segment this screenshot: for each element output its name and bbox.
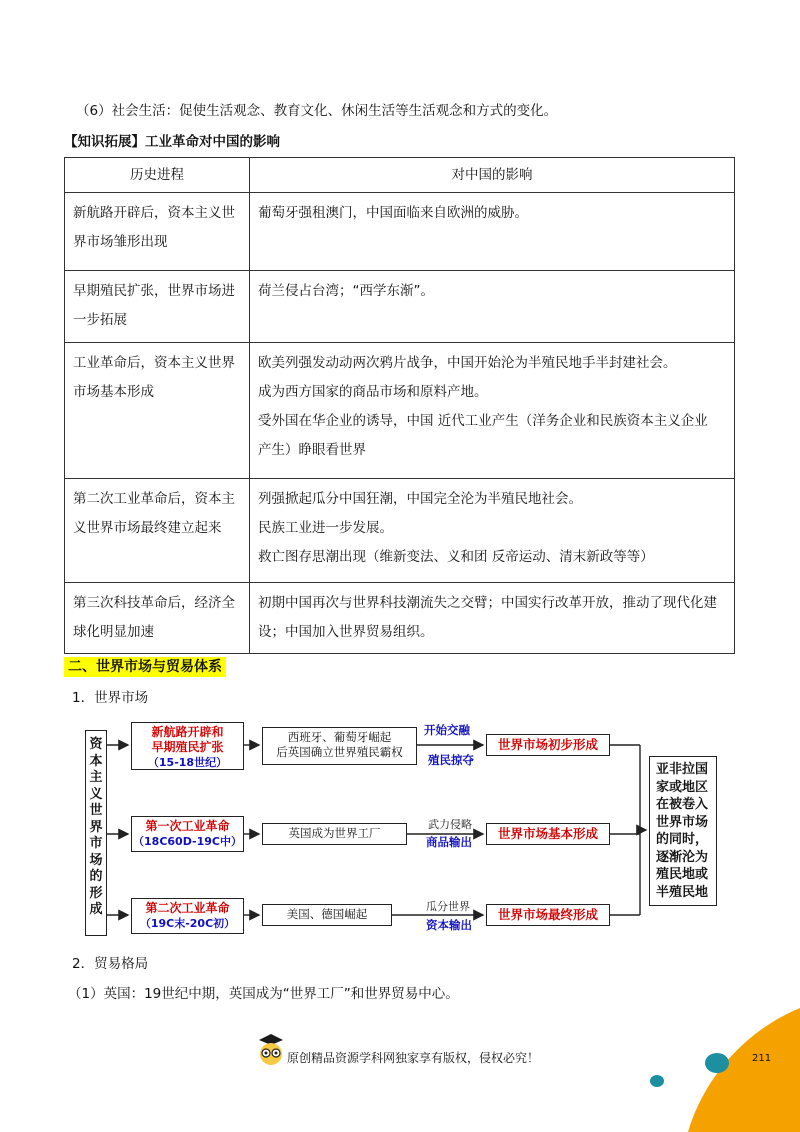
process-cell: [65, 343, 250, 479]
impact-text: 受外国在华企业的诱导，中国 近代工业产生（洋务企业和民族资本主义企业: [258, 413, 708, 429]
impact-text: 成为西方国家的商品市场和原料产地。: [258, 384, 488, 400]
trade-line: （1）英国：19世纪中期，英国成为“世界工厂”和世界贸易中心。: [68, 986, 459, 1002]
table-row: [65, 271, 735, 343]
impact-cell: [250, 479, 735, 583]
trade-subtitle: 2．贸易格局: [72, 956, 149, 972]
cause-text: 早期殖民扩张: [151, 740, 224, 754]
flow-conclusion-box: [649, 756, 717, 906]
world-market-subtitle: 1．世界市场: [72, 690, 149, 706]
event-text: 英国成为世界工厂: [288, 826, 381, 840]
impact-text: 民族工业进一步发展。: [258, 520, 393, 536]
intro-line: （6）社会生活：促使生活观念、教育文化、休闲生活等生活观念和方式的变化。: [76, 103, 558, 119]
process-cell: [65, 479, 250, 583]
event-text: 美国、德国崛起: [286, 907, 368, 921]
header-impact: 对中国的影响: [250, 158, 735, 193]
impact-text: 荷兰侵占台湾；“西学东渐”。: [258, 283, 434, 299]
impact-cell: [250, 271, 735, 343]
impact-cell: [250, 193, 735, 271]
method-bottom-1: 殖民掠夺: [428, 753, 474, 767]
cause-text: 第二次工业革命: [145, 901, 230, 915]
process-text: 第二次工业革命后，资本主: [73, 491, 235, 507]
cause-text: 新航路开辟和: [151, 725, 224, 739]
event-box-britain: [262, 823, 407, 845]
result-box-initial: [486, 734, 610, 756]
method-bottom-2: 商品输出: [426, 835, 472, 849]
impact-text: 救亡图存思潮出现（维新变法、义和团 反帝运动、清末新政等等）: [258, 549, 654, 565]
impact-text: 初期中国再次与世界科技潮流失之交臂；中国实行改革开放，推动了现代化建: [258, 595, 717, 611]
impact-text: 设；中国加入世界贸易组织。: [258, 624, 434, 640]
event-box-iberian-rise: [262, 727, 417, 765]
cause-box-first-industrial-revolution: [131, 816, 244, 852]
orange-corner-shape: [688, 1008, 800, 1132]
process-cell: [65, 583, 250, 654]
process-cell: [65, 193, 250, 271]
flow-conclusion-text: 亚非拉国 家或地区 在被卷入 世界市场 的同时， 逐渐沦为 殖民地或 半殖民地: [656, 762, 709, 900]
event-box-us-germany: [262, 904, 392, 926]
process-text: 新航路开辟后，资本主义世: [73, 205, 235, 221]
process-text: 早期殖民扩张，世界市场进: [73, 283, 235, 299]
result-text: 世界市场最终形成: [497, 907, 598, 922]
process-text: 工业革命后，资本主义世界: [73, 355, 235, 371]
method-top-1: 开始交融: [424, 723, 470, 737]
impact-text: 列强掀起瓜分中国狂潮，中国完全沦为半殖民地社会。: [258, 491, 582, 507]
table-row: [65, 583, 735, 654]
teal-dot-small: [650, 1075, 664, 1087]
process-text: 界市场雏形出现: [73, 234, 168, 250]
world-market-flowchart: [80, 718, 730, 942]
table-row: [65, 193, 735, 271]
cause-box-age-of-discovery: [131, 722, 244, 770]
period-text: （19C末-20C初）: [139, 917, 236, 930]
process-text: 球化明显加速: [73, 624, 154, 640]
impact-text: 葡萄牙强租澳门，中国面临来自欧洲的威胁。: [258, 205, 528, 221]
history-impact-table: [64, 157, 735, 654]
method-bottom-3: 资本输出: [426, 918, 472, 932]
result-box-basic: [486, 823, 610, 845]
process-cell: [65, 271, 250, 343]
result-text: 世界市场初步形成: [497, 737, 598, 752]
footer-decoration: [0, 1000, 800, 1132]
impact-text: 产生）睁眼看世界: [258, 442, 366, 458]
page-number: 211: [752, 1053, 772, 1064]
knowledge-title: 【知识拓展】工业革命对中国的影响: [64, 134, 280, 150]
method-top-2: 武力侵略: [428, 818, 472, 831]
event-text: 后英国确立世界殖民霸权: [276, 745, 403, 759]
section2-title: 二、世界市场与贸易体系: [64, 657, 226, 677]
period-text: （18C60D-19C中）: [133, 835, 242, 848]
impact-text: 欧美列强发动动两次鸦片战争，中国开始沦为半殖民地手半封建社会。: [258, 355, 677, 371]
process-text: 第三次科技革命后，经济全: [73, 595, 235, 611]
process-text: 义世界市场最终建立起来: [73, 520, 222, 536]
owl-mascot-icon: [256, 1032, 286, 1066]
flow-left-title: 资 本 主 义 世 界 市 场 的 形 成: [89, 737, 103, 917]
header-process: 历史进程: [65, 158, 250, 193]
table-row: [65, 479, 735, 583]
cause-text: 第一次工业革命: [145, 819, 230, 833]
flow-left-title-box: [85, 730, 107, 936]
process-text: 一步拓展: [73, 312, 127, 328]
event-text: 西班牙、葡萄牙崛起: [287, 730, 392, 744]
method-top-3: 瓜分世界: [426, 900, 470, 913]
impact-cell: [250, 343, 735, 479]
teal-dot-large: [705, 1053, 729, 1073]
cause-box-second-industrial-revolution: [131, 898, 244, 934]
table-row: [65, 343, 735, 479]
table-header-row: [65, 158, 735, 193]
footer-copyright: 原创精品资源学科网独家享有版权，侵权必究！: [287, 1051, 540, 1065]
process-text: 市场基本形成: [73, 384, 154, 400]
impact-cell: [250, 583, 735, 654]
result-text: 世界市场基本形成: [497, 826, 598, 841]
period-text: （15-18世纪）: [147, 756, 228, 769]
result-box-final: [486, 904, 610, 926]
